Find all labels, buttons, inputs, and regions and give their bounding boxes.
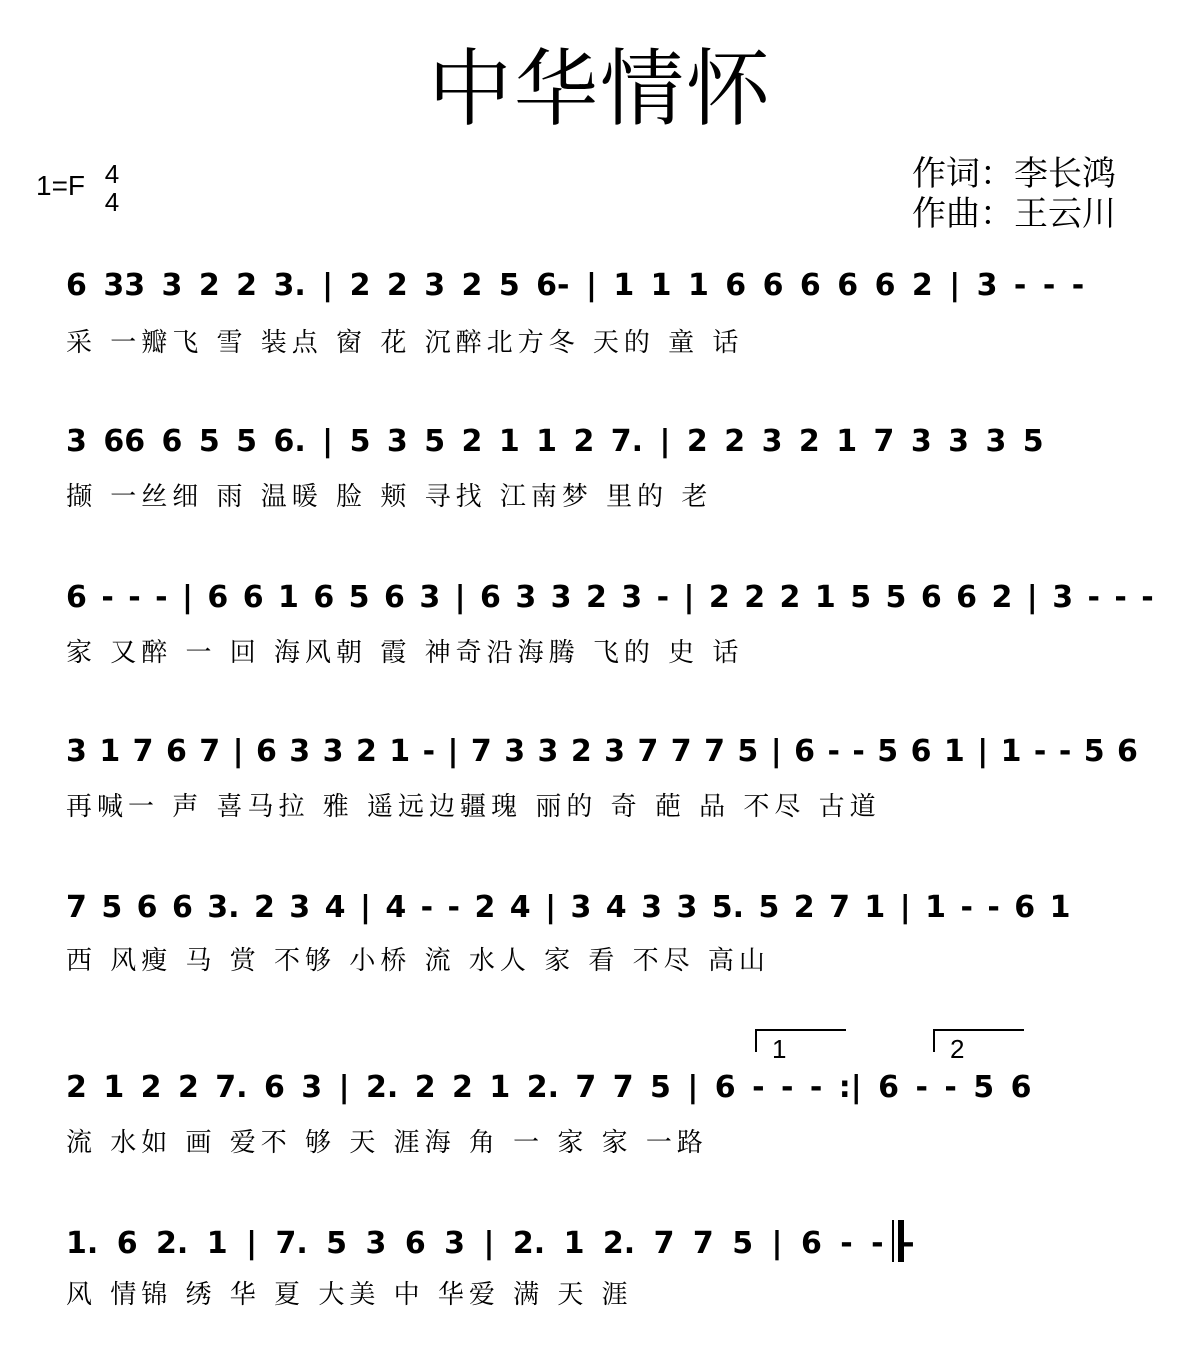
notes-line: 2 1 2 2 7. 6 3 | 2. 2 2 1 2. 7 7 5 | 6 - - - :| 6 - - 5 6 — [66, 1070, 1032, 1105]
lyrics-line: 撷 一丝细 雨 温暖 脸 颊 寻找 江南梦 里的 老 — [66, 482, 713, 512]
lyrics-line: 流 水如 画 爱不 够 天 涯海 角 一 家 家 一路 — [66, 1128, 708, 1158]
lyrics-line: 再喊一 声 喜马拉 雅 遥远边疆瑰 丽的 奇 葩 品 不尽 古道 — [66, 792, 881, 822]
notes-line: 6 - - - | 6 6 1 6 5 6 3 | 6 3 3 2 3 - | 2 2 2 1 5 5 6 6 2 | 3 - - - — [66, 580, 1154, 615]
lyrics-line: 家 又醉 一 回 海风朝 霞 神奇沿海腾 飞的 史 话 — [66, 638, 744, 668]
volta-1-label: 1 — [772, 1034, 787, 1064]
volta-2-label: 2 — [950, 1034, 965, 1064]
key-signature: 1=F — [36, 170, 86, 201]
notes-line: 6 33 3 2 2 3. | 2 2 3 2 5 6- | 1 1 1 6 6 6 6 6 2 | 3 - - - — [66, 268, 1085, 303]
time-signature-top: 4 — [104, 159, 120, 189]
time-signature-bottom: 4 — [104, 187, 120, 217]
lyrics-line: 西 风瘦 马 赏 不够 小桥 流 水人 家 看 不尽 高山 — [66, 946, 770, 976]
lyricist-credit: 作词：李长鸿 — [912, 154, 1116, 194]
notes-line: 7 5 6 6 3. 2 3 4 | 4 - - 2 4 | 3 4 3 3 5. 5 2 7 1 | 1 - - 6 1 — [66, 890, 1071, 925]
notes-line: 3 1 7 6 7 | 6 3 3 2 1 - | 7 3 3 2 3 7 7 7 5 | 6 - - 5 6 1 | 1 - - 5 6 — [66, 734, 1138, 769]
volta-1-bracket — [756, 1030, 846, 1052]
final-barline — [893, 1220, 901, 1262]
song-title: 中华情怀 — [427, 40, 772, 138]
composer-credit: 作曲：王云川 — [912, 194, 1116, 234]
notes-line: 3 66 6 5 5 6. | 5 3 5 2 1 1 2 7. | 2 2 3 2 1 7 3 3 3 5 — [66, 424, 1044, 459]
lyrics-line: 风 情锦 绣 华 夏 大美 中 华爱 满 天 涯 — [66, 1280, 633, 1310]
notes-line: 1. 6 2. 1 | 7. 5 3 6 3 | 2. 1 2. 7 7 5 | 6 - - - — [66, 1226, 915, 1261]
volta-2-bracket — [934, 1030, 1024, 1052]
lyrics-line: 采 一瓣飞 雪 装点 窗 花 沉醉北方冬 天的 童 话 — [66, 328, 744, 358]
